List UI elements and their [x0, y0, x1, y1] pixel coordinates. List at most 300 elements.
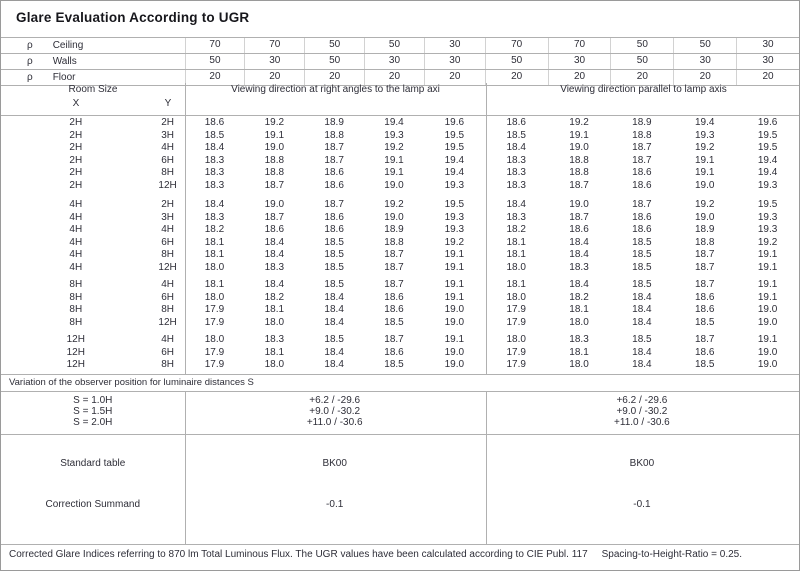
ugr-value: 18.1: [264, 304, 285, 315]
ugr-value: 18.4: [264, 236, 285, 248]
ugr-value: 18.1: [506, 279, 526, 290]
ugr-row: [1, 262, 799, 275]
ugr-value: 19.0: [444, 304, 465, 315]
room-y: 12H: [158, 179, 177, 191]
reflectance-value: 50: [304, 54, 364, 69]
ugr-value: 18.7: [569, 179, 589, 191]
room-x: 4H: [69, 224, 83, 235]
room-y: 6H: [161, 346, 174, 358]
ugr-value: 18.4: [324, 304, 344, 315]
ugr-value: 18.0: [204, 261, 225, 273]
ugr-value: 19.1: [444, 291, 465, 303]
ugr-value: 19.2: [444, 236, 465, 248]
ugr-row: [1, 334, 799, 347]
ugr-value: 18.6: [384, 304, 404, 315]
ugr-value: 18.2: [264, 291, 285, 303]
ugr-value: 19.0: [264, 142, 285, 153]
room-x: 12H: [66, 359, 85, 370]
ugr-value: 19.4: [694, 117, 715, 128]
ugr-row: [1, 117, 799, 130]
ugr-row: [1, 359, 799, 372]
ugr-value: 18.6: [569, 224, 589, 235]
room-y: 8H: [161, 167, 174, 178]
ugr-value: 18.6: [694, 304, 715, 315]
ugr-value: 18.5: [324, 261, 344, 273]
ugr-row: [1, 317, 799, 330]
ugr-value: 18.5: [694, 359, 715, 370]
ugr-value: 18.7: [569, 211, 589, 223]
ugr-row: [1, 199, 799, 212]
ugr-value: 19.2: [264, 117, 285, 128]
reflectance-row: [1, 38, 799, 54]
ugr-value: 18.6: [324, 167, 344, 178]
correction-summand-right: -0.1: [633, 499, 651, 510]
ugr-value: 18.1: [506, 249, 526, 260]
ugr-value: 18.4: [324, 316, 344, 328]
reflectance-surface: Floor: [52, 71, 76, 83]
ugr-value: 17.9: [506, 346, 526, 358]
ugr-value: 18.1: [264, 346, 285, 358]
correction-summand-row: [1, 499, 799, 511]
ugr-value: 18.3: [506, 154, 526, 166]
reflectance-value: 50: [610, 38, 673, 53]
reflectance-value: 50: [185, 54, 245, 69]
ugr-value: 18.8: [632, 129, 652, 141]
ugr-value: 18.7: [632, 199, 652, 210]
reflectance-value: 20: [424, 70, 485, 85]
ugr-value: 18.5: [384, 316, 404, 328]
rho-symbol: ρ: [27, 55, 33, 67]
room-y: 4H: [161, 279, 174, 290]
ugr-value: 18.6: [632, 179, 652, 191]
ugr-value: 18.7: [384, 249, 404, 260]
ugr-value: 19.1: [569, 129, 589, 141]
reflectance-value: 70: [185, 38, 245, 53]
standard-table-label: Standard table: [60, 458, 126, 469]
ugr-value: 18.1: [204, 236, 225, 248]
ugr-value: 18.3: [506, 167, 526, 178]
ugr-value: 18.3: [204, 211, 225, 223]
room-x: 2H: [69, 142, 83, 153]
reflectance-value: 30: [424, 38, 485, 53]
reflectance-value: 20: [304, 70, 364, 85]
ugr-value: 18.6: [324, 224, 344, 235]
ugr-value: 19.1: [757, 261, 778, 273]
room-size-header: Room Size: [68, 84, 118, 95]
ugr-row: [1, 180, 799, 193]
ugr-value: 18.4: [632, 291, 652, 303]
footer-note: [1, 544, 799, 560]
reflectance-value: 30: [736, 54, 799, 69]
ugr-value: 17.9: [204, 359, 225, 370]
room-x: 4H: [69, 211, 83, 223]
ugr-value: 19.3: [757, 224, 778, 235]
ugr-value: 19.3: [384, 129, 404, 141]
reflectance-value: 20: [673, 70, 736, 85]
ugr-value: 18.4: [632, 346, 652, 358]
room-x: 4H: [69, 249, 83, 260]
ugr-value: 18.7: [324, 142, 344, 153]
room-x: 4H: [69, 261, 83, 273]
ugr-value: 18.3: [204, 167, 225, 178]
room-x: 12H: [66, 334, 85, 345]
ugr-value: 18.7: [384, 279, 404, 290]
ugr-value: 17.9: [506, 304, 526, 315]
ugr-value: 18.4: [204, 142, 225, 153]
table-header: [1, 83, 799, 115]
reflectance-value: 30: [244, 54, 304, 69]
reflectance-value: 20: [610, 70, 673, 85]
reflectance-value: 70: [548, 38, 611, 53]
ugr-value: 19.1: [694, 154, 715, 166]
reflectance-value: 50: [673, 38, 736, 53]
ugr-value: 19.0: [569, 142, 589, 153]
reflectance-value: 30: [424, 54, 485, 69]
ugr-value: 18.3: [204, 154, 225, 166]
reflectance-value: 50: [610, 54, 673, 69]
ugr-value: 18.0: [204, 291, 225, 303]
ugr-value: 18.8: [324, 129, 344, 141]
spacing-height-ratio: Spacing-to-Height-Ratio = 0.25.: [601, 549, 742, 560]
room-x: 2H: [69, 167, 83, 178]
room-y: 3H: [161, 129, 174, 141]
ugr-value: 18.3: [264, 261, 285, 273]
reflectance-value: 20: [185, 70, 245, 85]
spacing-label: S = 2.0H: [73, 417, 113, 428]
ugr-value: 19.0: [444, 346, 465, 358]
reflectance-table: [1, 37, 799, 86]
room-x: 8H: [69, 279, 83, 290]
ugr-value: 19.0: [569, 199, 589, 210]
reflectance-value: 20: [736, 70, 799, 85]
ugr-block-12h: [1, 334, 799, 372]
ugr-value: 18.8: [569, 154, 589, 166]
ugr-value: 19.1: [757, 249, 778, 260]
room-y: 4H: [161, 334, 174, 345]
ugr-row: [1, 167, 799, 180]
ugr-value: 18.5: [632, 249, 652, 260]
ugr-value: 18.3: [264, 334, 285, 345]
variation-section-header: Variation of the observer position for luminaire distances S: [1, 374, 799, 392]
ugr-value: 19.0: [384, 179, 404, 191]
ugr-value: 18.5: [632, 261, 652, 273]
ugr-value: 17.9: [204, 346, 225, 358]
ugr-value: 19.4: [444, 154, 465, 166]
ugr-value: 18.5: [324, 279, 344, 290]
reflectance-value: 20: [364, 70, 424, 85]
ugr-value: 19.5: [757, 129, 778, 141]
ugr-value: 19.0: [384, 211, 404, 223]
ugr-value: 18.7: [324, 154, 344, 166]
ugr-value: 19.6: [444, 117, 465, 128]
ugr-row: [1, 142, 799, 155]
ugr-value: 18.7: [632, 142, 652, 153]
ugr-value: 18.4: [632, 359, 652, 370]
standard-table-right: BK00: [629, 458, 655, 469]
room-y: 8H: [161, 359, 174, 370]
reflectance-value: 30: [548, 54, 611, 69]
ugr-value: 18.0: [204, 334, 225, 345]
room-x: 2H: [69, 179, 83, 191]
spacing-label: S = 1.5H: [73, 406, 113, 417]
ugr-value: 18.5: [324, 249, 344, 260]
standard-table-left: BK00: [322, 458, 347, 469]
room-y: 4H: [161, 142, 174, 153]
reflectance-value: 20: [485, 70, 548, 85]
ugr-row: [1, 224, 799, 237]
variation-row: [1, 417, 799, 428]
room-y: 2H: [161, 199, 174, 210]
ugr-value: 19.0: [757, 316, 778, 328]
ugr-value: 19.2: [694, 142, 715, 153]
viewing-direction-parallel-header: Viewing direction parallel to lamp axis: [560, 84, 727, 95]
ugr-value: 19.2: [569, 117, 589, 128]
ugr-value: 19.4: [757, 154, 778, 166]
ugr-value: 18.0: [506, 261, 526, 273]
ugr-value: 18.7: [264, 211, 285, 223]
ugr-value: 19.3: [444, 211, 465, 223]
ugr-value: 19.1: [757, 291, 778, 303]
ugr-value: 19.0: [444, 359, 465, 370]
ugr-value: 17.9: [506, 316, 526, 328]
ugr-value: 19.5: [444, 142, 465, 153]
ugr-value: 18.6: [632, 211, 652, 223]
ugr-value: 19.1: [757, 334, 778, 345]
room-y: 6H: [161, 291, 174, 303]
ugr-value: 18.5: [324, 334, 344, 345]
ugr-value: 18.4: [569, 249, 589, 260]
ugr-value: 18.6: [384, 346, 404, 358]
ugr-value: 18.4: [324, 291, 344, 303]
viewing-direction-right-angles-header: Viewing direction at right angles to the lamp axi: [231, 84, 440, 95]
ugr-value: 19.2: [694, 199, 715, 210]
ugr-value: 18.4: [264, 249, 285, 260]
ugr-value: 18.4: [264, 279, 285, 290]
ugr-value: 18.9: [324, 117, 344, 128]
ugr-value: 19.2: [384, 199, 404, 210]
reflectance-value: 50: [485, 54, 548, 69]
ugr-value: 18.5: [632, 334, 652, 345]
ugr-value: 18.1: [569, 346, 589, 358]
ugr-value: 19.5: [444, 129, 465, 141]
ugr-value: 18.0: [569, 316, 589, 328]
ugr-block-2h: [1, 117, 799, 192]
reflectance-value: 70: [244, 38, 304, 53]
ugr-value: 19.0: [757, 346, 778, 358]
ugr-row: [1, 292, 799, 305]
ugr-value: 18.1: [204, 279, 225, 290]
divider-line-vertical: [486, 392, 487, 544]
ugr-value: 18.3: [569, 334, 589, 345]
variation-rows: [1, 395, 799, 428]
ugr-value: 18.8: [569, 167, 589, 178]
ugr-value: 17.9: [506, 359, 526, 370]
variation-value-left: +6.2 / -29.6: [309, 395, 361, 406]
ugr-value: 18.5: [506, 129, 526, 141]
ugr-row: [1, 249, 799, 262]
ugr-value: 18.2: [506, 224, 526, 235]
divider-line-vertical: [185, 392, 186, 544]
ugr-value: 18.1: [569, 304, 589, 315]
ugr-value: 18.7: [264, 179, 285, 191]
ugr-value: 18.6: [204, 117, 225, 128]
ugr-value: 19.1: [444, 334, 465, 345]
ugr-value: 18.0: [506, 291, 526, 303]
reflectance-label: [1, 54, 185, 69]
ugr-value: 19.2: [384, 142, 404, 153]
divider-line-vertical: [486, 83, 487, 374]
ugr-value: 18.7: [694, 279, 715, 290]
room-y: 3H: [161, 211, 174, 223]
divider-line-horizontal: [1, 115, 799, 116]
ugr-value: 18.5: [632, 279, 652, 290]
ugr-value: 18.0: [569, 359, 589, 370]
ugr-row: [1, 130, 799, 143]
ugr-value: 19.1: [444, 249, 465, 260]
room-x: 8H: [69, 316, 83, 328]
room-y: 6H: [161, 154, 174, 166]
ugr-value: 19.5: [757, 142, 778, 153]
ugr-value: 19.1: [757, 279, 778, 290]
ugr-value: 18.3: [506, 179, 526, 191]
ugr-row: [1, 279, 799, 292]
ugr-value: 19.4: [757, 167, 778, 178]
ugr-value: 18.4: [632, 316, 652, 328]
ugr-value: 18.7: [694, 334, 715, 345]
ugr-value: 18.6: [324, 179, 344, 191]
ugr-value: 18.8: [264, 154, 285, 166]
ugr-value: 18.6: [694, 346, 715, 358]
ugr-value: 18.1: [204, 249, 225, 260]
ugr-value: 19.0: [757, 359, 778, 370]
room-y: 12H: [158, 316, 177, 328]
ugr-value: 19.0: [757, 304, 778, 315]
ugr-row: [1, 304, 799, 317]
reflectance-value: 50: [304, 38, 364, 53]
ugr-data-area: [1, 116, 799, 372]
ugr-value: 18.4: [569, 279, 589, 290]
ugr-value: 19.3: [757, 179, 778, 191]
room-x: 2H: [69, 154, 83, 166]
ugr-value: 18.6: [694, 291, 715, 303]
room-y: 2H: [161, 117, 174, 128]
ugr-value: 19.1: [384, 167, 404, 178]
room-x: 8H: [69, 291, 83, 303]
ugr-value: 18.0: [506, 334, 526, 345]
reflectance-value: 30: [736, 38, 799, 53]
ugr-row: [1, 347, 799, 360]
ugr-value: 18.1: [506, 236, 526, 248]
ugr-value: 18.4: [506, 142, 526, 153]
ugr-value: 18.5: [694, 316, 715, 328]
ugr-value: 18.6: [264, 224, 285, 235]
ugr-block-8h: [1, 279, 799, 329]
ugr-value: 18.7: [324, 199, 344, 210]
ugr-value: 18.5: [324, 236, 344, 248]
room-x: 4H: [69, 199, 83, 210]
x-column-header: X: [72, 98, 80, 109]
ugr-row: [1, 212, 799, 225]
ugr-value: 19.1: [444, 261, 465, 273]
ugr-value: 19.3: [444, 224, 465, 235]
ugr-value: 19.3: [757, 211, 778, 223]
ugr-value: 18.0: [264, 316, 285, 328]
ugr-value: 18.7: [694, 249, 715, 260]
ugr-value: 19.1: [444, 279, 465, 290]
room-x: 2H: [69, 117, 83, 128]
ugr-value: 18.7: [384, 261, 404, 273]
room-y: 6H: [161, 236, 174, 248]
ugr-value: 18.9: [384, 224, 404, 235]
ugr-value: 17.9: [204, 304, 225, 315]
ugr-value: 18.4: [569, 236, 589, 248]
variation-row: [1, 406, 799, 417]
room-y: 8H: [161, 249, 174, 260]
ugr-value: 18.8: [694, 236, 715, 248]
ugr-value: 19.5: [757, 199, 778, 210]
reflectance-value: 70: [485, 38, 548, 53]
ugr-value: 18.4: [324, 359, 344, 370]
page-title: Glare Evaluation According to UGR: [16, 10, 250, 25]
ugr-value: 18.5: [632, 236, 652, 248]
ugr-value: 19.1: [694, 167, 715, 178]
ugr-value: 19.1: [264, 129, 285, 141]
ugr-value: 18.2: [204, 224, 225, 235]
room-x: 8H: [69, 304, 83, 315]
ugr-value: 19.2: [757, 236, 778, 248]
ugr-value: 18.5: [204, 129, 225, 141]
ugr-value: 18.6: [384, 291, 404, 303]
ugr-value: 19.0: [264, 199, 285, 210]
ugr-value: 19.3: [444, 179, 465, 191]
ugr-value: 19.4: [384, 117, 404, 128]
ugr-value: 19.5: [444, 199, 465, 210]
ugr-value: 18.9: [694, 224, 715, 235]
ugr-value: 18.7: [694, 261, 715, 273]
ugr-value: 19.1: [384, 154, 404, 166]
ugr-value: 19.0: [444, 316, 465, 328]
divider-line-vertical: [185, 83, 186, 374]
ugr-value: 18.3: [569, 261, 589, 273]
ugr-value: 18.4: [632, 304, 652, 315]
ugr-value: 18.3: [506, 211, 526, 223]
ugr-value: 18.6: [324, 211, 344, 223]
ugr-value: 18.2: [569, 291, 589, 303]
ugr-value: 19.3: [694, 129, 715, 141]
reflectance-value: 30: [673, 54, 736, 69]
correction-summand-left: -0.1: [326, 499, 344, 510]
variation-value-right: +11.0 / -30.6: [614, 417, 670, 428]
ugr-value: 18.6: [506, 117, 526, 128]
ugr-value: 18.8: [264, 167, 285, 178]
variation-value-left: +11.0 / -30.6: [306, 417, 363, 428]
ugr-value: 18.4: [506, 199, 526, 210]
ugr-value: 19.4: [444, 167, 465, 178]
reflectance-value: 20: [244, 70, 304, 85]
variation-value-right: +6.2 / -29.6: [616, 395, 668, 406]
ugr-value: 18.0: [264, 359, 285, 370]
ugr-value: 18.7: [632, 154, 652, 166]
variation-value-left: +9.0 / -30.2: [309, 406, 361, 417]
room-y: 8H: [161, 304, 174, 315]
footer-text: Corrected Glare Indices referring to 870 lm Total Luminous Flux. The UGR values have been calculated according to CIE Publ. 117: [9, 549, 588, 560]
ugr-value: 18.6: [632, 224, 652, 235]
rho-symbol: ρ: [27, 39, 33, 51]
ugr-value: 17.9: [204, 316, 225, 328]
ugr-value: 18.7: [384, 334, 404, 345]
reflectance-value: 50: [364, 38, 424, 53]
ugr-row: [1, 237, 799, 250]
